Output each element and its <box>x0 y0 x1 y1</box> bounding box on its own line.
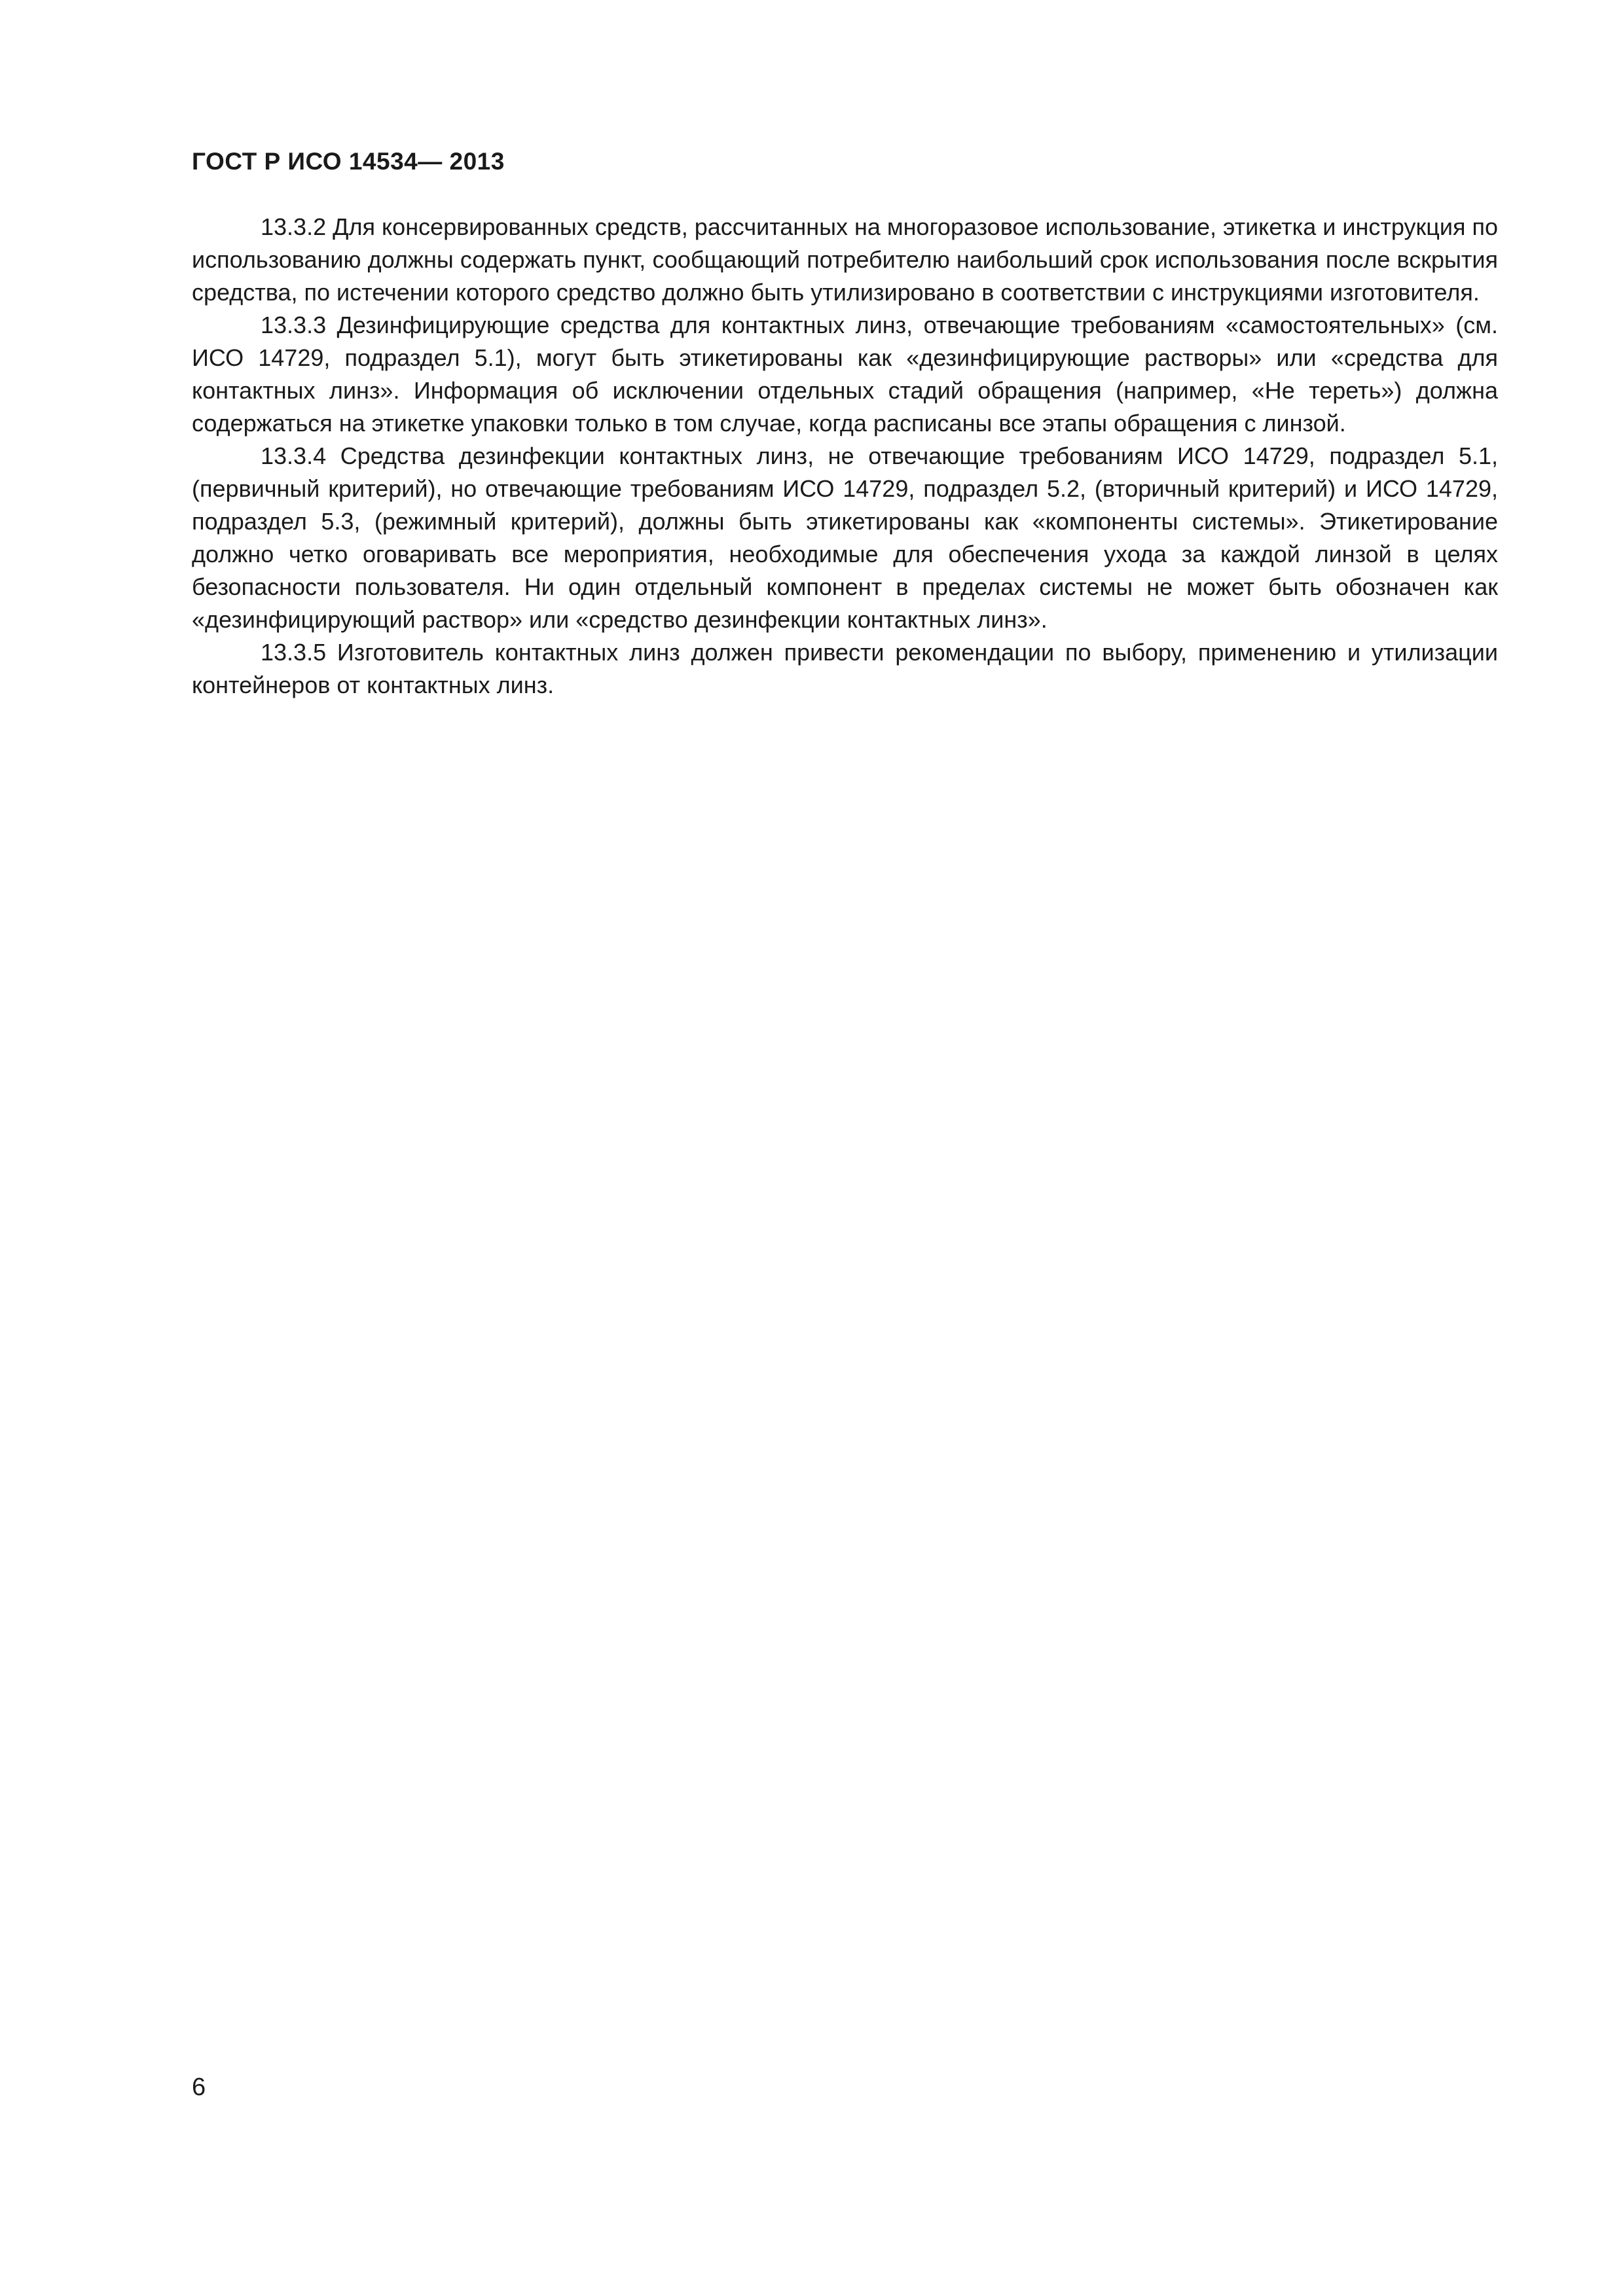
page-number: 6 <box>192 2073 206 2101</box>
document-header: ГОСТ Р ИСО 14534— 2013 <box>192 148 505 175</box>
paragraph-13-3-2: 13.3.2 Для консервированных средств, рассчитанных на многоразовое использование, этикетка и инструкция по использованию должны содержать пункт, сообщающий потребителю наибольший срок использования после вскрытия средства, по истечении которого средство должно быть утилизировано в соответствии с инструкциями изготовителя. <box>192 213 1498 306</box>
paragraph-13-3-3: 13.3.3 Дезинфицирующие средства для контактных линз, отвечающие требованиям «самостоятельных» (см. ИСО 14729, подраздел 5.1), могут быть этикетированы как «дезинфицирующие растворы» или «средства для контактных линз». Информация об исключении отдельных стадий обращения (например, «Не тереть») должна содержаться на этикетке упаковки только в том случае, когда расписаны все этапы обращения с линзой. <box>192 312 1498 437</box>
document-body <box>192 211 1498 702</box>
paragraph-13-3-4: 13.3.4 Средства дезинфекции контактных линз, не отвечающие требованиям ИСО 14729, подраздел 5.1, (первичный критерий), но отвечающие требованиям ИСО 14729, подраздел 5.2, (вторичный критерий) и ИСО 14729, подраздел 5.3, (режимный критерий), должны быть этикетированы как «компоненты системы». Этикетирование должно четко оговаривать все мероприятия, необходимые для обеспечения ухода за каждой линзой в целях безопасности пользователя. Ни один отдельный компонент в пределах системы не может быть обозначен как «дезинфицирующий раствор» или «средство дезинфекции контактных линз». <box>192 442 1498 633</box>
paragraph-13-3-5: 13.3.5 Изготовитель контактных линз должен привести рекомендации по выбору, применению и утилизации контейнеров от контактных линз. <box>192 639 1498 698</box>
